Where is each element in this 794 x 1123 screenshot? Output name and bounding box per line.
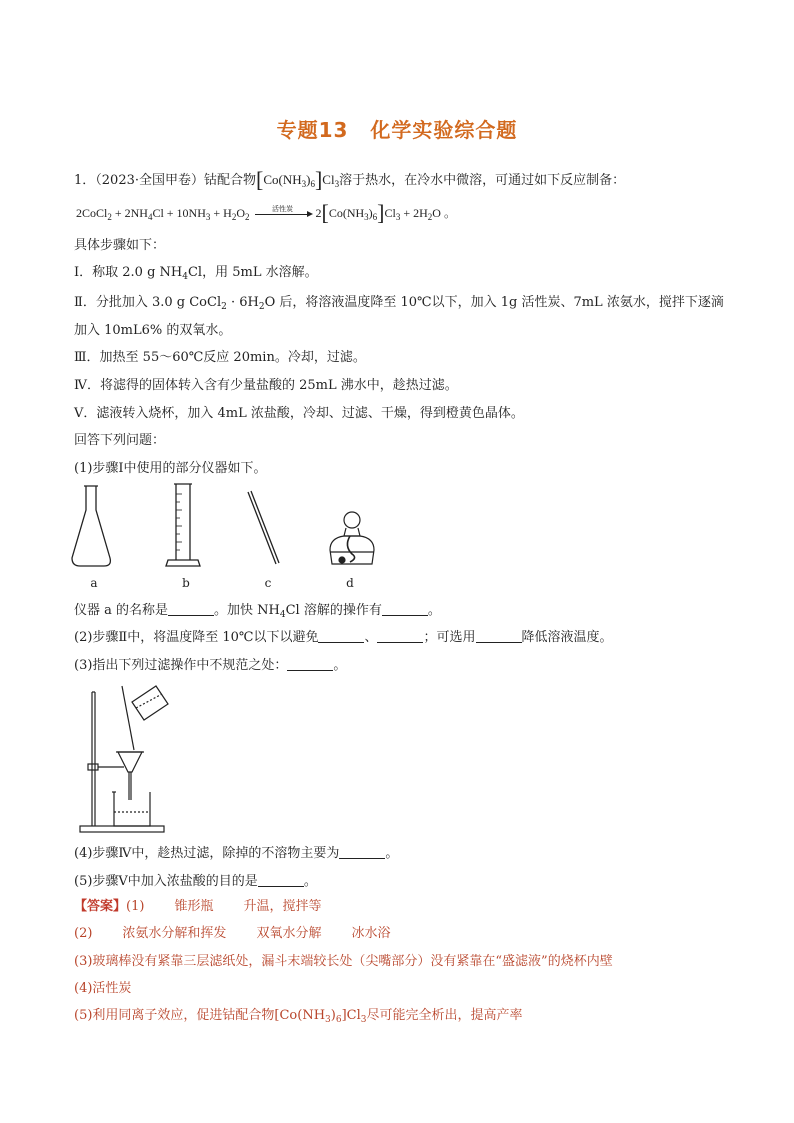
graduated-cylinder-icon	[166, 484, 200, 566]
step-3: Ⅲ．加热至 55～60℃反应 20min。冷却，过滤。	[74, 350, 366, 365]
answer-5: (5)利用同离子效应，促进钴配合物$[Co(NH_3)_6]Cl_3$尽可能完全析出，提高产率	[74, 1008, 523, 1025]
sub-question-5: (5)步骤Ⅴ中加入浓盐酸的目的是 。	[74, 874, 317, 889]
apparatus-figure	[68, 480, 388, 572]
conical-flask-icon	[72, 486, 110, 566]
sub-question-2: (2)步骤Ⅱ中，将温度降至 10℃以下以避免 、 ；可选用 降低溶液温度。	[74, 630, 613, 645]
page-title	[0, 114, 794, 143]
sub-question-4: (4)步骤Ⅳ中，趁热过滤，除掉的不溶物主要为 。	[74, 846, 399, 861]
filtration-setup-figure	[76, 680, 176, 836]
pouring-beaker-icon	[122, 686, 168, 750]
reaction-equation: 2CoCl$_2$ + $2NH_4Cl + 10NH_3 + H_2O_2$ 活性炭 $2[Co(NH_3)_6]Cl_3 + 2H_2O$ 。	[76, 200, 456, 225]
question-intro: 1．（2023·全国甲卷）钴配合物$[Co(NH_3)_6]Cl_3$溶于热水，在冷水中微溶，可通过如下反应制备：	[74, 167, 626, 192]
sub-question-3: (3)指出下列过滤操作中不规范之处： 。	[74, 658, 347, 673]
answer-tag: 【答案】	[74, 899, 127, 914]
answer-blank[interactable]	[476, 629, 522, 643]
answer-blank[interactable]	[377, 629, 423, 643]
glass-rod-icon	[248, 491, 279, 564]
answer-2: (2) 浓氨水分解和挥发 双氧水分解 冰水浴	[74, 926, 391, 941]
answer-blank[interactable]	[168, 602, 214, 616]
answer-3: (3)玻璃棒没有紧靠三层滤纸处，漏斗末端较长处（尖嘴部分）没有紧靠在“盛滤液”的烧杯内壁	[74, 954, 613, 969]
reaction-arrow	[253, 205, 313, 220]
figure-label-b: b	[182, 576, 190, 590]
answer-1: 【答案】(1) 锥形瓶 升温，搅拌等	[74, 899, 322, 914]
title-topic-name: 化学实验综合题	[370, 118, 518, 142]
step-1: Ⅰ．称取 2.0 g $NH_4Cl$，用 5mL 水溶解。	[74, 265, 318, 282]
title-topic-number: 专题13	[276, 118, 349, 142]
step-2-continued: 加入 10mL6% 的双氧水。	[74, 323, 232, 338]
alcohol-lamp-icon	[330, 512, 374, 564]
step-4: Ⅳ．将滤得的固体转入含有少量盐酸的 25mL 沸水中，趁热过滤。	[74, 378, 458, 393]
iron-stand-icon	[80, 692, 164, 832]
funnel-icon	[116, 752, 144, 800]
answer-blank[interactable]	[258, 873, 304, 887]
answer-prompt: 回答下列问题：	[74, 433, 166, 448]
catalyst-label: 活性炭	[272, 205, 293, 214]
step-2: Ⅱ．分批加入 3.0 g CoCl$_2$ · $6H_2O$ 后，将溶液温度降至 10℃以下，加入 1g 活性炭、7mL 浓氨水，搅拌下逐滴	[74, 295, 724, 312]
figure-label-a: a	[90, 576, 98, 590]
step-5: Ⅴ．滤液转入烧杯，加入 4mL 浓盐酸，冷却、过滤、干燥，得到橙黄色晶体。	[74, 406, 524, 421]
answer-4: (4)活性炭	[74, 981, 132, 996]
answer-blank[interactable]	[382, 602, 428, 616]
answer-blank[interactable]	[339, 845, 385, 859]
sub-question-1: (1)步骤Ⅰ中使用的部分仪器如下。	[74, 461, 267, 476]
sub-question-1-prompt: 仪器 a 的名称是 。加快 $NH_4Cl$ 溶解的操作有 。	[74, 603, 441, 620]
answer-blank[interactable]	[318, 629, 364, 643]
figure-label-d: d	[346, 576, 354, 590]
figure-label-c: c	[264, 576, 272, 590]
steps-header: 具体步骤如下：	[74, 238, 166, 253]
answer-blank[interactable]	[287, 657, 333, 671]
